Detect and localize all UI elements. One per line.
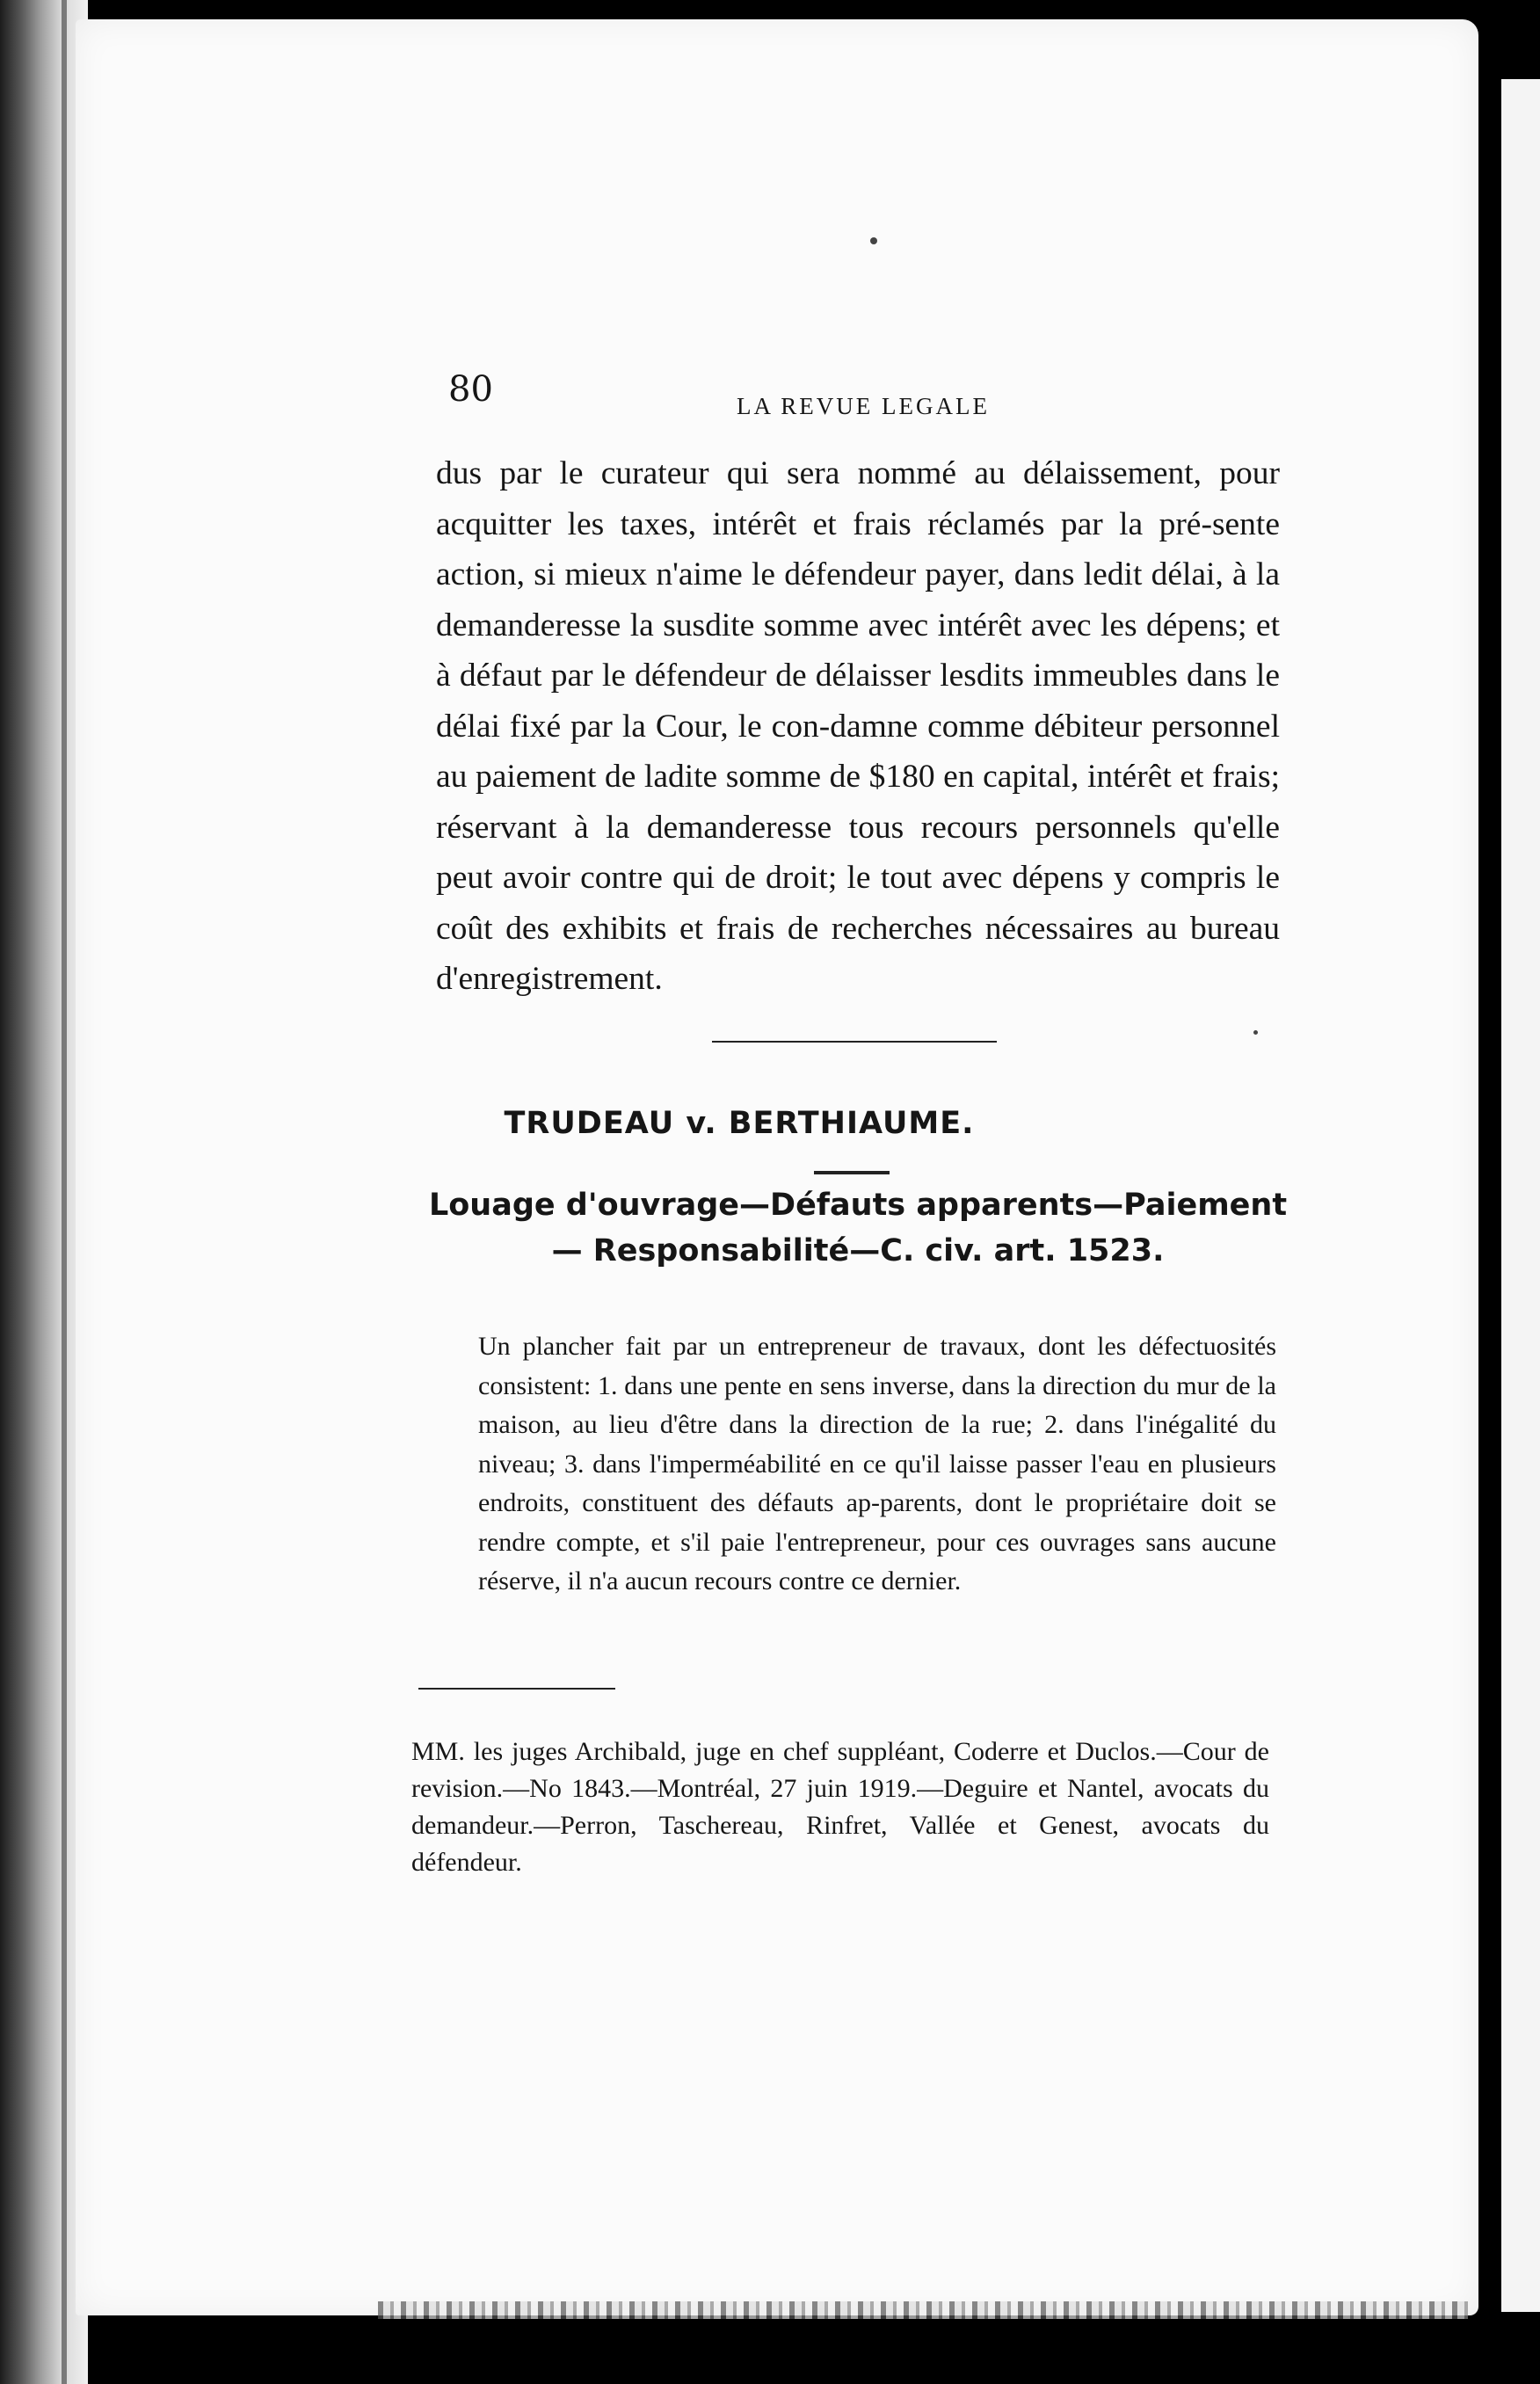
case-footnote: MM. les juges Archibald, juge en chef suppléant, Coderre et Duclos.—Cour de revision.—No 1843.—Montréal, 27 juin 1919.—Deguire et Nantel, avocats du demandeur.—Perron, Taschereau, Rinfret, Vallée et Genest, avocats du défendeur. bbox=[411, 1737, 1269, 1877]
page-number: 80 bbox=[448, 369, 493, 410]
ink-speck bbox=[870, 237, 877, 244]
running-head: LA REVUE LEGALE bbox=[737, 393, 990, 419]
case-keywords: Louage d'ouvrage—Défauts apparents—Paiement— Responsabilité—C. civ. art. 1523. bbox=[428, 1188, 1288, 1268]
footnote-rule bbox=[418, 1688, 615, 1690]
adjacent-page-edge bbox=[1501, 79, 1540, 2312]
ink-speck bbox=[1253, 1030, 1258, 1035]
book-binding bbox=[0, 0, 88, 2384]
binding-edge bbox=[62, 0, 67, 2384]
page-bottom-edge bbox=[378, 2301, 1468, 2319]
title-underline bbox=[814, 1171, 890, 1174]
case-summary: Un plancher fait par un entrepreneur de travaux, dont les défectuosités consistent: 1. dans une pente en sens inverse, dans la direction du mur de la maison, au lieu d'être dans la direction de la rue; 2. dans l'inégalité du niveau; 3. dans l'imperméabilité en ce qu'il laisse passer l'eau en plusieurs endroits, constituent des défauts ap-parents, dont le propriétaire doit se rendre compte, et s'il paie l'entrepreneur, pour ces ouvrages sans aucune réserve, il n'a aucun recours contre ce dernier. bbox=[478, 1332, 1276, 1595]
section-divider bbox=[712, 1041, 997, 1043]
book-page bbox=[76, 19, 1478, 2315]
body-paragraph: dus par le curateur qui sera nommé au délaissement, pour acquitter les taxes, intérêt et frais réclamés par la pré-sente action, si mieux n'aime le défendeur payer, dans ledit délai, à la demanderesse la susdite somme avec intérêt avec les dépens; et à défaut par le défendeur de délaisser lesdits immeubles dans le délai fixé par la Cour, le con-damne comme débiteur personnel au paiement de ladite somme de $180 en capital, intérêt et frais; réservant à la demanderesse tous recours personnels qu'elle peut avoir contre qui de droit; le tout avec dépens y compris le coût des exhibits et frais de recherches nécessaires au bureau d'enregistrement. bbox=[436, 455, 1280, 997]
case-title: TRUDEAU v. BERTHIAUME. bbox=[504, 1106, 975, 1141]
